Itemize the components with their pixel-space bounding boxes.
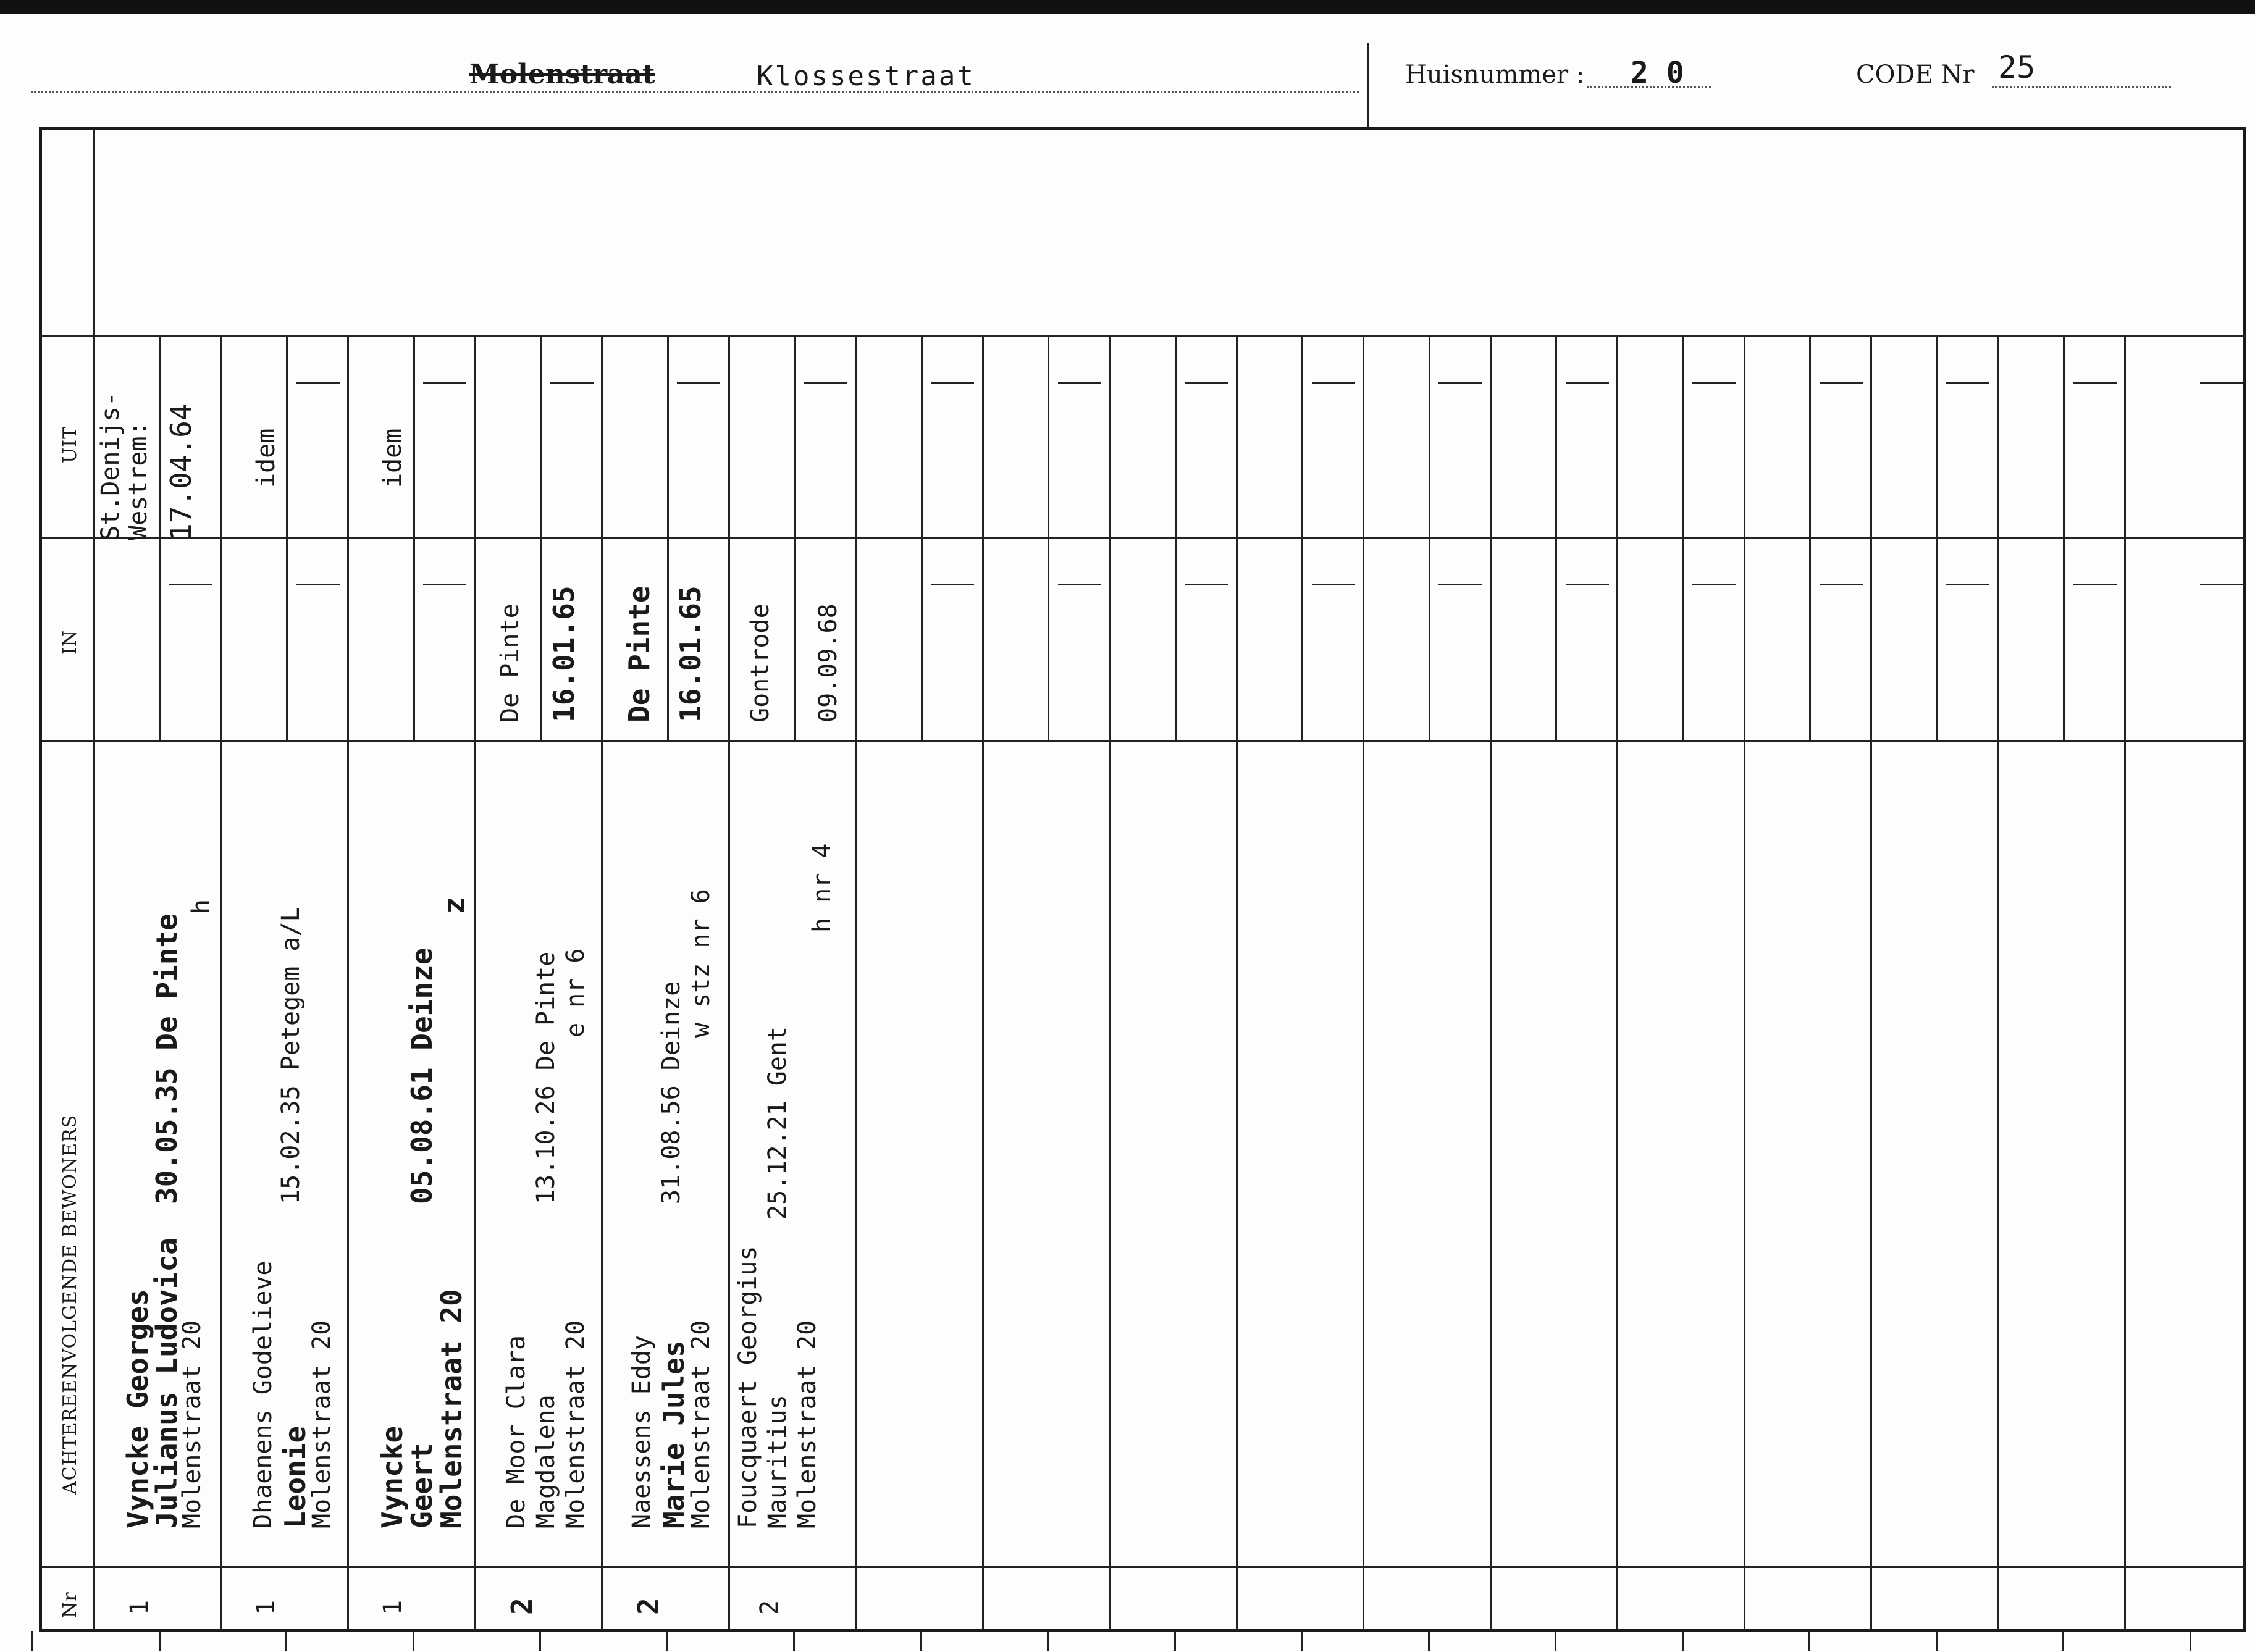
empty-dash bbox=[2073, 584, 2117, 585]
column-line bbox=[601, 335, 603, 1630]
empty-dash bbox=[550, 382, 594, 384]
bottom-tick bbox=[1428, 1631, 1430, 1651]
street-dotted-line bbox=[31, 91, 1359, 93]
subcolumn-line bbox=[1682, 335, 1684, 740]
empty-dash bbox=[423, 382, 466, 384]
label-column-divider bbox=[93, 130, 95, 1630]
subcolumn-line bbox=[1429, 335, 1430, 740]
street-name: Klossestraat bbox=[757, 61, 975, 92]
code-dotted-line bbox=[1992, 86, 2171, 88]
subcolumn-line bbox=[2063, 335, 2065, 740]
resident-card: UIT IN ACHTEREENVOLGENDE BEWONERS Nr 1 Vyncke Georges Julianus Ludovica Molenstraat 20 30.05.35 De Pinte h St.Denijs- Westrem: 17.04.64 1 Dhaenens Godelieve Leonie Molenstraat 20 15.02.35 Petegem a/L idem 1 Vyncke Geert Molenstraat 20 05.08.61 Deinze z idem 2 De Moor Clara Magdalena Molenstraat 20 13.10.26 De Pinte e nr 6 De Pinte 16.01.65 2 Naessens Eddy Marie Jules Molenstraat 20 31.08.56 Deinze w stz nr 6 De Pinte 16.01.65 2 Foucquaert Georgius Mauritius Molenstraat 20 25.12.21 Gent h nr 4 Gontrode 09.09.68 bbox=[39, 127, 2246, 1632]
subcolumn-line bbox=[1936, 335, 1938, 740]
bottom-tick bbox=[1047, 1631, 1049, 1651]
column-line bbox=[1490, 335, 1492, 1630]
column-line bbox=[1997, 335, 1999, 1630]
column-line bbox=[1616, 335, 1618, 1630]
code-number: 25 bbox=[1998, 49, 2036, 85]
code-label: CODE Nr bbox=[1856, 61, 1975, 89]
column-line bbox=[1744, 335, 1745, 1630]
empty-dash bbox=[1566, 584, 1609, 585]
subcolumn-line bbox=[159, 335, 161, 740]
empty-dash bbox=[2200, 382, 2243, 384]
label-top-line bbox=[42, 335, 93, 337]
bottom-tick bbox=[793, 1631, 795, 1651]
subcolumn-line bbox=[540, 335, 542, 740]
scan-top-edge bbox=[0, 0, 2255, 14]
empty-dash bbox=[169, 584, 212, 585]
house-number: 2 0 bbox=[1631, 56, 1684, 90]
empty-dash bbox=[1692, 382, 1736, 384]
empty-dash bbox=[1185, 584, 1228, 585]
empty-dash bbox=[804, 382, 847, 384]
house-number-label: Huisnummer : bbox=[1405, 61, 1585, 89]
subcolumn-line bbox=[1048, 335, 1049, 740]
empty-dash bbox=[677, 382, 720, 384]
in-top-line bbox=[42, 537, 2246, 539]
bottom-tick bbox=[1301, 1631, 1303, 1651]
column-line bbox=[2124, 335, 2126, 1630]
empty-dash bbox=[1946, 584, 1989, 585]
empty-dash bbox=[1185, 382, 1228, 384]
empty-dash bbox=[1312, 584, 1355, 585]
subcolumn-line bbox=[1175, 335, 1177, 740]
column-line bbox=[1870, 335, 1872, 1630]
bottom-tick bbox=[1936, 1631, 1938, 1651]
empty-dash bbox=[296, 382, 340, 384]
bottom-tick bbox=[413, 1631, 414, 1651]
uit-top-line bbox=[93, 335, 2246, 337]
column-line bbox=[855, 335, 857, 1630]
street-struck: Molenstraat bbox=[469, 59, 655, 90]
empty-dash bbox=[1820, 382, 1863, 384]
empty-dash bbox=[2073, 382, 2117, 384]
bottom-tick bbox=[1555, 1631, 1556, 1651]
empty-dash bbox=[1312, 382, 1355, 384]
bottom-tick bbox=[666, 1631, 668, 1651]
bottom-tick bbox=[31, 1631, 33, 1651]
bottom-tick bbox=[920, 1631, 922, 1651]
subcolumn-line bbox=[921, 335, 923, 740]
empty-dash bbox=[1566, 382, 1609, 384]
column-line bbox=[982, 335, 984, 1630]
empty-dash bbox=[931, 584, 974, 585]
bottom-tick bbox=[1682, 1631, 1684, 1651]
subcolumn-line bbox=[286, 335, 288, 740]
column-line bbox=[1363, 335, 1364, 1630]
empty-dash bbox=[1946, 382, 1989, 384]
bottom-tick bbox=[1174, 1631, 1176, 1651]
column-line bbox=[347, 335, 349, 1630]
empty-dash bbox=[931, 382, 974, 384]
empty-dash bbox=[296, 584, 340, 585]
column-line bbox=[1109, 335, 1111, 1630]
subcolumn-line bbox=[1301, 335, 1303, 740]
empty-dash bbox=[1438, 382, 1482, 384]
bottom-tick bbox=[1808, 1631, 1810, 1651]
empty-dash bbox=[1438, 584, 1482, 585]
empty-dash bbox=[423, 584, 466, 585]
subcolumn-line bbox=[794, 335, 796, 740]
bottom-tick bbox=[159, 1631, 161, 1651]
nr-top-line bbox=[42, 1566, 2246, 1568]
empty-dash bbox=[2200, 584, 2243, 585]
column-line bbox=[1236, 335, 1238, 1630]
column-line bbox=[728, 335, 730, 1630]
subcolumn-line bbox=[1555, 335, 1557, 740]
bottom-tick bbox=[539, 1631, 541, 1651]
bottom-tick bbox=[2190, 1631, 2191, 1651]
bottom-tick bbox=[285, 1631, 287, 1651]
empty-dash bbox=[1058, 382, 1101, 384]
column-line bbox=[220, 335, 222, 1630]
subcolumn-line bbox=[1809, 335, 1811, 740]
empty-dash bbox=[1820, 584, 1863, 585]
empty-dash bbox=[1692, 584, 1736, 585]
column-line bbox=[474, 335, 476, 1630]
subcolumn-line bbox=[413, 335, 415, 740]
bewoners-top-line bbox=[42, 740, 2246, 742]
header-divider bbox=[1367, 43, 1369, 127]
empty-dash bbox=[1058, 584, 1101, 585]
bottom-tick bbox=[2062, 1631, 2064, 1651]
subcolumn-line bbox=[667, 335, 669, 740]
